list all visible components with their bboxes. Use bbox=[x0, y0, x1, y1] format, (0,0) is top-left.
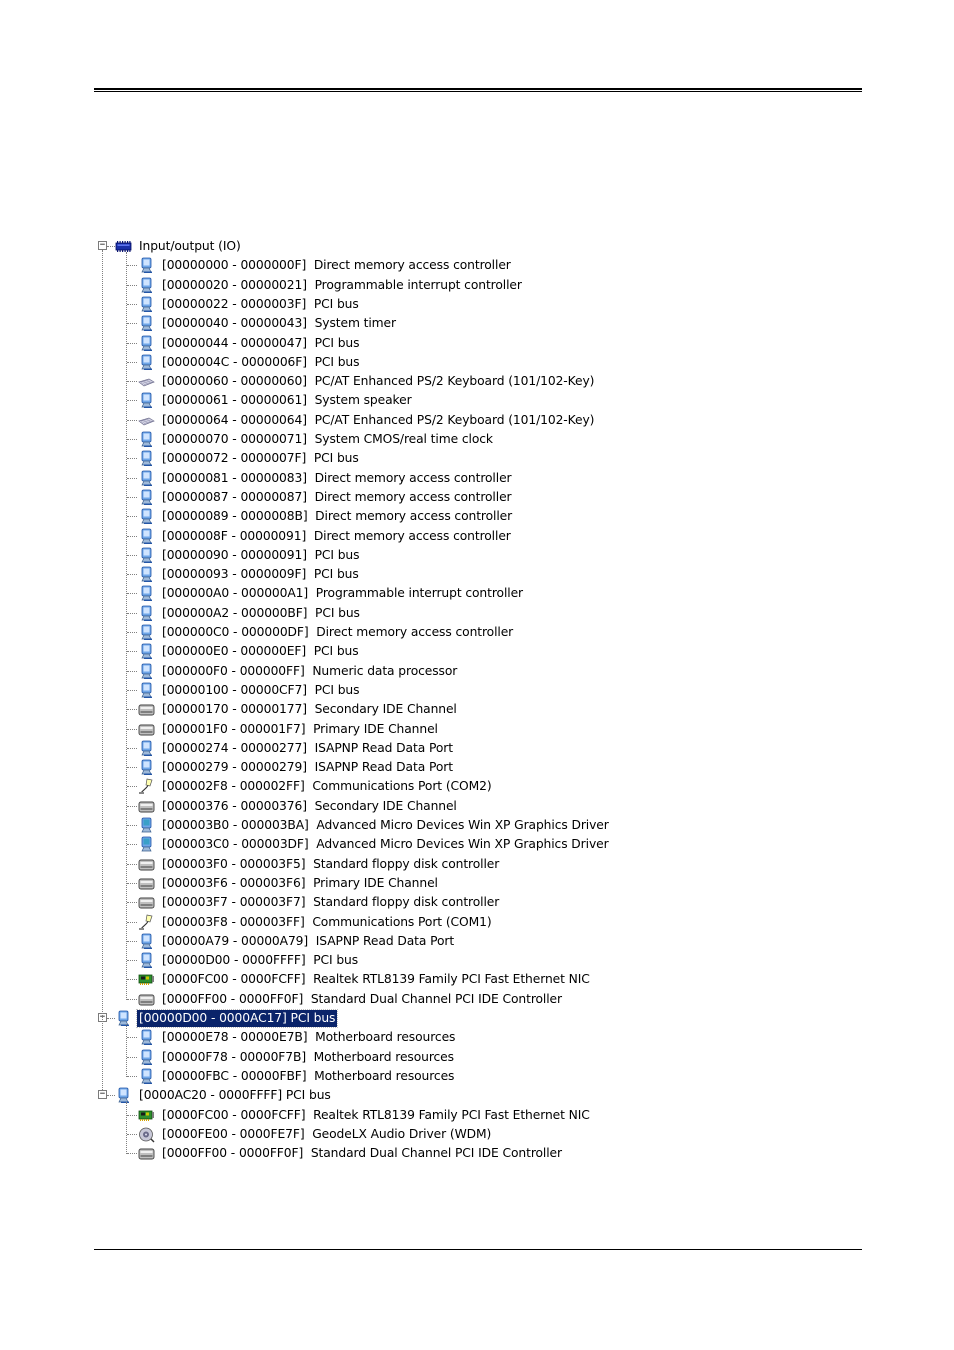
device-name: PCI bus bbox=[313, 297, 359, 311]
io-range: [00000100 - 00000CF7] bbox=[162, 683, 307, 697]
tree-leaf-resource[interactable] bbox=[96, 276, 616, 295]
tree-guide-line bbox=[102, 250, 103, 1090]
io-range: [00000044 - 00000047] bbox=[162, 336, 307, 350]
tree-leaf-resource[interactable] bbox=[96, 1144, 616, 1163]
tree-connector bbox=[127, 285, 137, 286]
tree-leaf-resource[interactable] bbox=[96, 739, 616, 758]
io-range: [00000040 - 00000043] bbox=[162, 316, 307, 330]
tree-leaf-resource[interactable] bbox=[96, 642, 616, 661]
io-range: [000002F8 - 000002FF] bbox=[162, 779, 305, 793]
tree-connector bbox=[127, 323, 137, 324]
tree-leaf-resource[interactable] bbox=[96, 720, 616, 739]
tree-leaf-label[interactable] bbox=[160, 585, 525, 602]
tree-leaf-resource[interactable] bbox=[96, 334, 616, 353]
tree-connector bbox=[127, 516, 137, 517]
io-range: [000000C0 - 000000DF] bbox=[162, 625, 309, 639]
ide-controller-icon bbox=[138, 894, 155, 911]
device-name: Direct memory access controller bbox=[313, 258, 511, 272]
tree-leaf-resource[interactable] bbox=[96, 1125, 616, 1144]
tree-leaf-label[interactable] bbox=[160, 431, 495, 448]
tree-connector bbox=[127, 979, 137, 980]
io-range: [00000081 - 00000083] bbox=[162, 471, 307, 485]
display-adapter-icon bbox=[138, 817, 155, 834]
device-name: Standard floppy disk controller bbox=[313, 857, 500, 871]
tree-leaf-resource[interactable] bbox=[96, 874, 616, 893]
tree-leaf-label[interactable] bbox=[160, 412, 596, 429]
tree-leaf-resource[interactable] bbox=[96, 488, 616, 507]
tree-leaf-resource[interactable] bbox=[96, 797, 616, 816]
tree-leaf-resource[interactable] bbox=[96, 604, 616, 623]
ide-controller-icon bbox=[138, 856, 155, 873]
tree-leaf-resource[interactable] bbox=[96, 990, 616, 1009]
serial-port-icon bbox=[138, 914, 155, 931]
io-range: [00000090 - 00000091] bbox=[162, 548, 307, 562]
tree-guide-line bbox=[126, 1102, 127, 1154]
tree-leaf-label[interactable] bbox=[160, 1145, 564, 1162]
tree-leaf-label[interactable] bbox=[160, 335, 361, 352]
tree-leaf-resource[interactable] bbox=[96, 372, 616, 391]
system-device-icon bbox=[138, 335, 155, 352]
io-range: [00000087 - 00000087] bbox=[162, 490, 307, 504]
system-device-icon bbox=[138, 508, 155, 525]
system-device-icon bbox=[138, 257, 155, 274]
device-name: PCI bus bbox=[314, 336, 360, 350]
device-name: PC/AT Enhanced PS/2 Keyboard (101/102-Key) bbox=[314, 413, 595, 427]
tree-leaf-label[interactable] bbox=[160, 315, 398, 332]
device-name: ISAPNP Read Data Port bbox=[314, 760, 453, 774]
tree-leaf-resource[interactable] bbox=[96, 1067, 616, 1086]
device-name: Numeric data processor bbox=[312, 664, 458, 678]
tree-leaf-resource[interactable] bbox=[96, 527, 616, 546]
tree-leaf-resource[interactable] bbox=[96, 314, 616, 333]
tree-leaf-label[interactable] bbox=[160, 991, 564, 1008]
io-range: [000000A0 - 000000A1] bbox=[162, 586, 309, 600]
io-range: [00000072 - 0000007F] bbox=[162, 451, 307, 465]
device-name: System speaker bbox=[314, 393, 412, 407]
tree-connector bbox=[127, 478, 137, 479]
tree-node-label[interactable]: Input/output (IO) bbox=[139, 239, 241, 253]
tree-leaf-resource[interactable] bbox=[96, 469, 616, 488]
system-device-icon bbox=[138, 489, 155, 506]
tree-connector bbox=[127, 999, 137, 1000]
system-device-icon bbox=[115, 1010, 132, 1027]
tree-leaf-label[interactable] bbox=[160, 721, 440, 738]
tree-leaf-resource[interactable] bbox=[96, 855, 616, 874]
tree-leaf-resource[interactable] bbox=[96, 623, 616, 642]
system-device-icon bbox=[138, 392, 155, 409]
device-name: Direct memory access controller bbox=[313, 529, 511, 543]
tree-leaf-label[interactable] bbox=[160, 952, 360, 969]
tree-connector bbox=[127, 1057, 137, 1058]
tree-connector bbox=[127, 343, 137, 344]
tree-leaf-label[interactable] bbox=[160, 566, 361, 583]
tree-connector bbox=[127, 922, 137, 923]
ide-controller-icon bbox=[138, 721, 155, 738]
io-range: [00000FBC - 00000FBF] bbox=[162, 1069, 307, 1083]
tree-connector bbox=[127, 574, 137, 575]
io-range: [00000000 - 0000000F] bbox=[162, 258, 307, 272]
tree-connector bbox=[127, 1134, 137, 1135]
device-name: Communications Port (COM2) bbox=[312, 779, 492, 793]
io-range: [00000022 - 0000003F] bbox=[162, 297, 307, 311]
collapse-toggle[interactable]: − bbox=[99, 240, 106, 250]
tree-leaf-label[interactable] bbox=[160, 1126, 493, 1143]
tree-connector bbox=[127, 825, 137, 826]
io-range: [00000A79 - 00000A79] bbox=[162, 934, 309, 948]
tree-connector bbox=[127, 536, 137, 537]
tree-connector bbox=[127, 439, 137, 440]
tree-leaf-label[interactable] bbox=[160, 508, 514, 525]
tree-leaf-label[interactable] bbox=[160, 373, 596, 390]
tree-leaf-resource[interactable] bbox=[96, 932, 616, 951]
tree-leaf-label[interactable] bbox=[160, 817, 611, 834]
tree-connector bbox=[127, 265, 137, 266]
tree-node-root[interactable] bbox=[96, 237, 616, 256]
tree-leaf-resource[interactable] bbox=[96, 507, 616, 526]
tree-leaf-label[interactable] bbox=[160, 971, 592, 988]
system-device-icon bbox=[138, 682, 155, 699]
tree-leaf-resource[interactable] bbox=[96, 1028, 616, 1047]
tree-connector bbox=[127, 420, 137, 421]
device-name: Programmable interrupt controller bbox=[315, 586, 524, 600]
device-name: PCI bus bbox=[313, 644, 359, 658]
tree-leaf-label[interactable] bbox=[160, 1107, 592, 1124]
tree-leaf-resource[interactable] bbox=[96, 662, 616, 681]
system-device-icon bbox=[138, 296, 155, 313]
device-name: ISAPNP Read Data Port bbox=[314, 741, 453, 755]
tree-connector bbox=[127, 960, 137, 961]
device-name: Communications Port (COM1) bbox=[312, 915, 492, 929]
io-range: [00000070 - 00000071] bbox=[162, 432, 307, 446]
io-range: [00000060 - 00000060] bbox=[162, 374, 307, 388]
tree-leaf-label[interactable] bbox=[160, 489, 514, 506]
device-name: Direct memory access controller bbox=[314, 471, 512, 485]
collapse-toggle[interactable]: − bbox=[99, 1012, 106, 1022]
device-name: Direct memory access controller bbox=[314, 490, 512, 504]
tree-leaf-label[interactable] bbox=[160, 277, 524, 294]
device-name: Direct memory access controller bbox=[315, 509, 513, 523]
system-device-icon bbox=[138, 952, 155, 969]
device-name: Primary IDE Channel bbox=[313, 722, 438, 736]
device-name: Standard Dual Channel PCI IDE Controller bbox=[310, 992, 562, 1006]
tree-leaf-resource[interactable] bbox=[96, 913, 616, 932]
tree-leaf-label[interactable] bbox=[160, 875, 440, 892]
tree-leaf-resource[interactable] bbox=[96, 758, 616, 777]
system-device-icon bbox=[138, 1029, 155, 1046]
tree-connector bbox=[127, 304, 137, 305]
tree-node-group[interactable] bbox=[96, 1009, 616, 1028]
io-range: [000000A2 - 000000BF] bbox=[162, 606, 308, 620]
device-name: Realtek RTL8139 Family PCI Fast Ethernet NIC bbox=[313, 972, 590, 986]
system-device-icon bbox=[138, 643, 155, 660]
tree-connector bbox=[127, 593, 137, 594]
footer-rule bbox=[94, 1249, 862, 1250]
device-name: GeodeLX Audio Driver (WDM) bbox=[312, 1127, 492, 1141]
io-range: [0000FF00 - 0000FF0F] bbox=[162, 992, 304, 1006]
ide-controller-icon bbox=[138, 875, 155, 892]
device-name: PCI bus bbox=[314, 683, 360, 697]
tree-leaf-resource[interactable] bbox=[96, 256, 616, 275]
ide-controller-icon bbox=[138, 991, 155, 1008]
device-name: System CMOS/real time clock bbox=[314, 432, 493, 446]
tree-leaf-label[interactable] bbox=[160, 528, 513, 545]
tree-connector bbox=[127, 748, 137, 749]
io-range: [00000020 - 00000021] bbox=[162, 278, 307, 292]
io-range: [000000F0 - 000000FF] bbox=[162, 664, 305, 678]
device-name: PCI bus bbox=[313, 953, 359, 967]
system-device-icon bbox=[138, 1049, 155, 1066]
io-range: [00000170 - 00000177] bbox=[162, 702, 307, 716]
tree-leaf-resource[interactable] bbox=[96, 391, 616, 410]
system-device-icon bbox=[138, 470, 155, 487]
tree-connector bbox=[127, 729, 137, 730]
device-name: PCI bus bbox=[313, 451, 359, 465]
ide-controller-icon bbox=[138, 1145, 155, 1162]
tree-leaf-label[interactable] bbox=[160, 354, 361, 371]
tree-connector bbox=[127, 458, 137, 459]
io-range: [00000274 - 00000277] bbox=[162, 741, 307, 755]
tree-connector bbox=[127, 497, 137, 498]
tree-connector bbox=[127, 555, 137, 556]
device-name: Standard Dual Channel PCI IDE Controller bbox=[310, 1146, 562, 1160]
tree-connector bbox=[107, 246, 115, 247]
serial-port-icon bbox=[138, 778, 155, 795]
tree-connector bbox=[127, 786, 137, 787]
io-range: [00000089 - 0000008B] bbox=[162, 509, 308, 523]
tree-leaf-resource[interactable] bbox=[96, 970, 616, 989]
io-range: [0000FC00 - 0000FCFF] bbox=[162, 972, 306, 986]
device-name: Motherboard resources bbox=[313, 1050, 454, 1064]
device-name: Advanced Micro Devices Win XP Graphics Driver bbox=[316, 818, 609, 832]
io-range: [00000F78 - 00000F7B] bbox=[162, 1050, 307, 1064]
tree-leaf-label[interactable] bbox=[160, 778, 494, 795]
tree-connector bbox=[127, 400, 137, 401]
tree-connector bbox=[127, 806, 137, 807]
tree-leaf-label[interactable] bbox=[160, 856, 501, 873]
device-name: Secondary IDE Channel bbox=[314, 702, 457, 716]
ide-controller-icon bbox=[138, 701, 155, 718]
device-name: PC/AT Enhanced PS/2 Keyboard (101/102-Key) bbox=[314, 374, 595, 388]
io-range: [00000064 - 00000064] bbox=[162, 413, 307, 427]
device-name: PCI bus bbox=[314, 548, 360, 562]
tree-leaf-resource[interactable] bbox=[96, 584, 616, 603]
device-name: Realtek RTL8139 Family PCI Fast Ethernet NIC bbox=[313, 1108, 590, 1122]
system-device-icon bbox=[138, 740, 155, 757]
tree-leaf-label[interactable] bbox=[160, 894, 501, 911]
tree-leaf-resource[interactable] bbox=[96, 1048, 616, 1067]
io-range: [00000E78 - 00000E7B] bbox=[162, 1030, 308, 1044]
tree-connector bbox=[127, 902, 137, 903]
tree-leaf-label[interactable] bbox=[160, 1068, 456, 1085]
tree-connector bbox=[127, 651, 137, 652]
device-name: Secondary IDE Channel bbox=[314, 799, 457, 813]
tree-leaf-label[interactable] bbox=[160, 624, 515, 641]
tree-leaf-resource[interactable] bbox=[96, 893, 616, 912]
tree-leaf-resource[interactable] bbox=[96, 951, 616, 970]
io-range: [0000FC00 - 0000FCFF] bbox=[162, 1108, 306, 1122]
tree-guide-line bbox=[126, 252, 127, 1000]
system-device-icon bbox=[115, 1087, 132, 1104]
tree-guide-line bbox=[126, 1024, 127, 1077]
tree-leaf-label[interactable] bbox=[160, 1029, 457, 1046]
system-device-icon bbox=[138, 605, 155, 622]
tree-connector bbox=[127, 1037, 137, 1038]
tree-leaf-resource[interactable] bbox=[96, 681, 616, 700]
keyboard-icon bbox=[138, 412, 155, 429]
network-card-icon bbox=[138, 1107, 155, 1124]
tree-connector bbox=[127, 1115, 137, 1116]
tree-leaf-label[interactable] bbox=[160, 759, 455, 776]
tree-leaf-resource[interactable] bbox=[96, 353, 616, 372]
device-name: PCI bus bbox=[314, 355, 360, 369]
tree-leaf-label[interactable] bbox=[160, 933, 456, 950]
io-range: [000003B0 - 000003BA] bbox=[162, 818, 309, 832]
device-resource-tree bbox=[96, 237, 616, 1162]
device-name: Motherboard resources bbox=[314, 1069, 455, 1083]
device-name: Primary IDE Channel bbox=[313, 876, 438, 890]
tree-leaf-resource[interactable] bbox=[96, 700, 616, 719]
system-device-icon bbox=[138, 759, 155, 776]
tree-connector bbox=[127, 632, 137, 633]
io-range: [0000004C - 0000006F] bbox=[162, 355, 307, 369]
tree-leaf-resource[interactable] bbox=[96, 546, 616, 565]
tree-connector bbox=[127, 767, 137, 768]
tree-leaf-label[interactable] bbox=[160, 450, 361, 467]
tree-leaf-resource[interactable] bbox=[96, 565, 616, 584]
io-range: [00000376 - 00000376] bbox=[162, 799, 307, 813]
system-device-icon bbox=[138, 431, 155, 448]
system-device-icon bbox=[138, 354, 155, 371]
io-range: [00000061 - 00000061] bbox=[162, 393, 307, 407]
io-range: [0000FF00 - 0000FF0F] bbox=[162, 1146, 304, 1160]
io-range: [000003F6 - 000003F6] bbox=[162, 876, 306, 890]
system-device-icon bbox=[138, 566, 155, 583]
io-range: [000003F0 - 000003F5] bbox=[162, 857, 306, 871]
tree-leaf-label[interactable] bbox=[160, 836, 611, 853]
tree-connector bbox=[107, 1095, 115, 1096]
device-name: PCI bus bbox=[313, 567, 359, 581]
tree-leaf-label[interactable] bbox=[160, 663, 459, 680]
tree-node-label[interactable]: [00000D00 - 0000AC17] PCI bus bbox=[139, 1011, 336, 1025]
system-device-icon bbox=[138, 315, 155, 332]
system-device-icon bbox=[138, 933, 155, 950]
device-name: Programmable interrupt controller bbox=[314, 278, 522, 292]
tree-leaf-resource[interactable] bbox=[96, 449, 616, 468]
tree-node-label[interactable]: [0000AC20 - 0000FFFF] PCI bus bbox=[139, 1088, 331, 1102]
tree-connector bbox=[127, 941, 137, 942]
tree-leaf-resource[interactable] bbox=[96, 1106, 616, 1125]
tree-leaf-resource[interactable] bbox=[96, 816, 616, 835]
system-device-icon bbox=[138, 277, 155, 294]
system-device-icon bbox=[138, 585, 155, 602]
tree-leaf-label[interactable] bbox=[160, 1049, 456, 1066]
tree-leaf-label[interactable] bbox=[160, 547, 361, 564]
device-name: PCI bus bbox=[315, 606, 360, 620]
collapse-toggle[interactable]: − bbox=[99, 1089, 106, 1099]
system-device-icon bbox=[138, 528, 155, 545]
tree-connector bbox=[127, 1153, 137, 1154]
tree-node-group[interactable] bbox=[96, 1086, 616, 1105]
tree-leaf-label[interactable] bbox=[160, 798, 459, 815]
network-card-icon bbox=[138, 971, 155, 988]
system-device-icon bbox=[138, 663, 155, 680]
tree-leaf-label[interactable] bbox=[160, 392, 414, 409]
audio-device-icon bbox=[138, 1126, 155, 1143]
header-rule-thick bbox=[94, 88, 862, 90]
tree-leaf-label[interactable] bbox=[160, 701, 459, 718]
device-name: System timer bbox=[314, 316, 396, 330]
keyboard-icon bbox=[138, 373, 155, 390]
tree-leaf-label[interactable] bbox=[160, 470, 514, 487]
device-name: Standard floppy disk controller bbox=[313, 895, 500, 909]
tree-leaf-label[interactable] bbox=[160, 682, 361, 699]
system-device-icon bbox=[138, 624, 155, 641]
tree-leaf-resource[interactable] bbox=[96, 835, 616, 854]
tree-connector bbox=[127, 381, 137, 382]
tree-leaf-label[interactable] bbox=[160, 914, 494, 931]
io-range: [000003F7 - 000003F7] bbox=[162, 895, 306, 909]
device-name: Motherboard resources bbox=[315, 1030, 456, 1044]
io-range: [0000FE00 - 0000FE7F] bbox=[162, 1127, 305, 1141]
io-range: [00000279 - 00000279] bbox=[162, 760, 307, 774]
tree-connector bbox=[127, 362, 137, 363]
tree-connector bbox=[127, 613, 137, 614]
io-range: [00000D00 - 0000FFFF] bbox=[162, 953, 306, 967]
tree-connector bbox=[127, 671, 137, 672]
display-adapter-icon bbox=[138, 836, 155, 853]
io-range: [000003F8 - 000003FF] bbox=[162, 915, 305, 929]
header-rule-thin bbox=[94, 91, 862, 92]
tree-leaf-label[interactable] bbox=[160, 605, 362, 622]
tree-leaf-label[interactable] bbox=[160, 740, 455, 757]
tree-connector bbox=[127, 864, 137, 865]
system-device-icon bbox=[138, 547, 155, 564]
tree-leaf-label[interactable] bbox=[160, 296, 361, 313]
tree-connector bbox=[127, 690, 137, 691]
tree-leaf-resource[interactable] bbox=[96, 430, 616, 449]
tree-connector bbox=[127, 1076, 137, 1077]
tree-connector bbox=[107, 1018, 115, 1019]
io-range: [00000093 - 0000009F] bbox=[162, 567, 307, 581]
device-name: Direct memory access controller bbox=[316, 625, 514, 639]
tree-connector bbox=[127, 883, 137, 884]
tree-leaf-resource[interactable] bbox=[96, 295, 616, 314]
system-device-icon bbox=[138, 450, 155, 467]
system-device-icon bbox=[138, 1068, 155, 1085]
io-range: [0000008F - 00000091] bbox=[162, 529, 307, 543]
device-name: Advanced Micro Devices Win XP Graphics Driver bbox=[316, 837, 609, 851]
tree-connector bbox=[127, 709, 137, 710]
tree-connector bbox=[127, 844, 137, 845]
device-name: ISAPNP Read Data Port bbox=[315, 934, 455, 948]
io-range: [000003C0 - 000003DF] bbox=[162, 837, 309, 851]
memory-chip-icon bbox=[115, 238, 132, 255]
tree-leaf-resource[interactable] bbox=[96, 411, 616, 430]
tree-leaf-label[interactable] bbox=[160, 643, 361, 660]
io-range: [000001F0 - 000001F7] bbox=[162, 722, 306, 736]
io-range: [000000E0 - 000000EF] bbox=[162, 644, 307, 658]
ide-controller-icon bbox=[138, 798, 155, 815]
tree-leaf-label[interactable] bbox=[160, 257, 513, 274]
tree-leaf-resource[interactable] bbox=[96, 777, 616, 796]
